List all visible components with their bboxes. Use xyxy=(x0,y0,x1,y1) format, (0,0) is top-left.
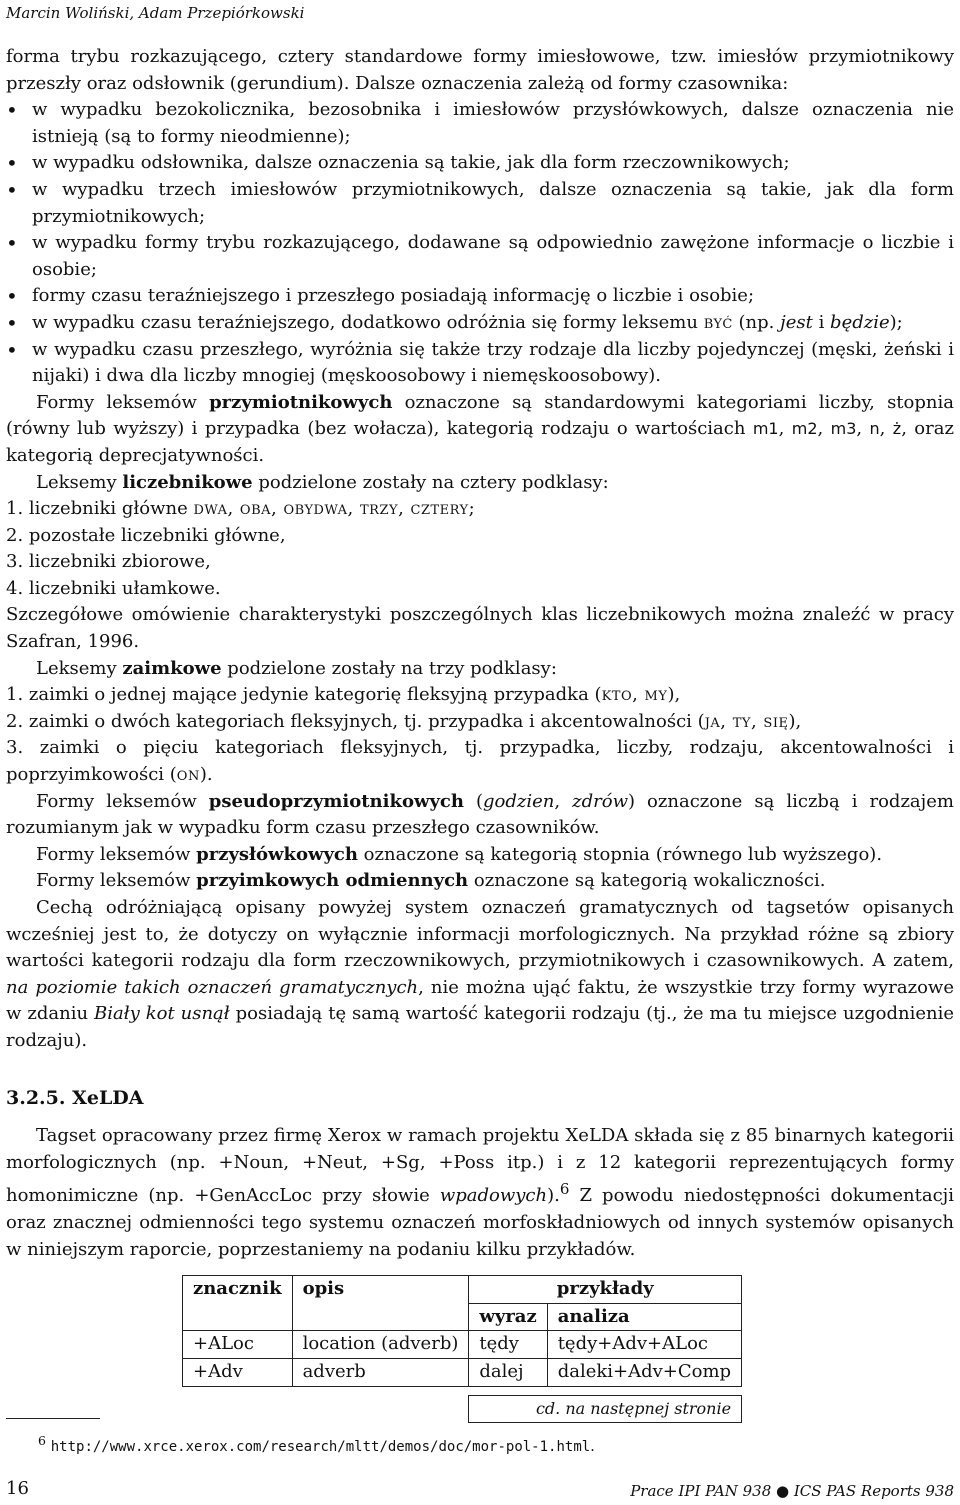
page-number: 16 xyxy=(6,1478,29,1499)
running-header: Marcin Woliński, Adam Przepiórkowski xyxy=(6,4,305,22)
footnote-rule xyxy=(6,1418,100,1419)
section-heading: 3.2.5. XeLDA xyxy=(6,1086,144,1109)
zaimkowe-paragraph: Leksemy zaimkowe podzielone zostały na trzy podklasy: xyxy=(36,657,557,679)
xelda-paragraph: Tagset opracowany przez firmę Xerox w ramach projektu XeLDA składa się z 85 binarnych kategorii morfologicznych (np. +Noun, +Neut, +Sg, +Poss itp.) i z 12 kategorii reprezentujących formy homonimiczne (np. +GenAccLoc przy słowie wpadowych).$^6$ Z powodu niedostępności dokumentacji oraz znacznej odmienności tego systemu oznaczeń morfoskładniowych od innych systemów opisanych w niniejszym raporcie, poprzestaniemy na podaniu kilku przykładów. xyxy=(6,1125,954,1260)
pseudoprzymiotnikowe-paragraph: Formy leksemów pseudoprzymiotnikowych (godzien, zdrów) oznaczone są liczbą i rodzajem rozumianym jak w wypadku form czasu przeszłego czasowników. xyxy=(6,790,954,839)
page-body xyxy=(6,44,954,1423)
table-header: przykłady xyxy=(469,1276,742,1304)
footnote-link[interactable]: http://www.xrce.xerox.com/research/mltt/demos/doc/mor-pol-1.html xyxy=(50,1439,591,1455)
list-item: • w wypadku formy trybu rozkazującego, dodawane są odpowiednio zawężone informacje o liczbie i osobie; xyxy=(6,230,954,283)
enum-item: 1. liczebniki główne dwa, oba, obydwa, trzy, cztery; xyxy=(6,498,475,520)
liczebnikowe-detail: Szczegółowe omówienie charakterystyki poszczególnych klas liczebnikowych można znaleźć w pracy Szafran, 1996. xyxy=(6,604,954,653)
lexeme-name: być xyxy=(703,311,733,333)
liczebnikowe-paragraph: Leksemy liczebnikowe podzielone zostały na cztery podklasy: xyxy=(36,471,609,493)
cecha-paragraph: Cechą odróżniającą opisany powyżej system oznaczeń gramatycznych od tagsetów opisanych wcześniej jest to, że dotyczy on wyłącznie informacji morfologicznych. Na przykład różne są zbiory wartości kategorii rodzaju dla form rzeczownikowych, przymiotnikowych i czasownikowych. A zatem, na poziomie takich oznaczeń gramatycznych, nie można ująć faktu, że wszystkie trzy formy wyrazowe w zdaniu Biały kot usnął posiadają tę samą wartość kategorii rodzaju (tj., że ma tu miejsce uzgodnienie rodzaju). xyxy=(6,897,954,1051)
przymiotnikowe-paragraph: Formy leksemów przymiotnikowych oznaczone są standardowymi kategoriami liczby, stopnia (równy lub wyższy) i przypadka (bez wołacza), kategorią rodzaju o wartościach m1, m2, m3, n, ż, oraz kategorią deprecjatywności. xyxy=(6,391,954,466)
list-item: • w wypadku bezokolicznika, bezosobnika i imiesłowów przysłówkowych, dalsze oznaczenia nie istnieją (są to formy nieodmienne); xyxy=(6,97,954,150)
list-item: • w wypadku czasu przeszłego, wyróżnia się także trzy rodzaje dla liczby pojedynczej (męski, żeński i nijaki) i dwa dla liczby mnogiej (męskoosobowy i niemęskoosobowy). xyxy=(6,337,954,390)
list-item: • w wypadku trzech imiesłowów przymiotnikowych, dalsze oznaczenia są takie, jak dla form przymiotnikowych; xyxy=(6,177,954,230)
xelda-table xyxy=(182,1275,742,1423)
enum-item: 2. pozostałe liczebniki główne, xyxy=(6,524,286,546)
list-item: • formy czasu teraźniejszego i przeszłego posiadają informację o liczbie i osobie; xyxy=(6,283,954,310)
term: pseudoprzymiotnikowych xyxy=(208,790,464,812)
enum-item: 3. zaimki o pięciu kategoriach fleksyjnych, tj. przypadka, liczby, rodzaju, akcentowalności i poprzyimkowości (on). xyxy=(6,737,954,786)
table-header: wyraz xyxy=(469,1303,547,1331)
intro-paragraph: forma trybu rozkazującego, cztery standardowe formy imiesłowowe, tzw. imiesłów przymiotnikowy przeszły oraz odsłownik (gerundium). Dalsze oznaczenia zależą od formy czasownika: xyxy=(6,46,954,94)
enum-item: 2. zaimki o dwóch kategoriach fleksyjnych, tj. przypadka i akcentowalności (ja, ty, się), xyxy=(6,710,802,732)
table-row: +ALoc location (adverb) tędy tędy+Adv+ALoc xyxy=(183,1331,742,1359)
table-header: analiza xyxy=(547,1303,741,1331)
footnote: $^6$ http://www.xrce.xerox.com/research/mltt/demos/doc/mor-pol-1.html. xyxy=(38,1433,595,1455)
table-header: opis xyxy=(292,1276,469,1304)
table-header: znacznik xyxy=(183,1276,293,1304)
enum-item: 1. zaimki o jednej mające jedynie kategorię fleksyjną przypadka (kto, my), xyxy=(6,684,681,706)
footnote-marker: 6 xyxy=(559,1180,570,1199)
term: liczebnikowe xyxy=(122,471,253,493)
term: przysłówkowych xyxy=(196,843,358,865)
running-footer: Prace IPI PAN 938 ● ICS PAS Reports 938 xyxy=(630,1482,954,1500)
term: przyimkowych odmiennych xyxy=(196,870,469,892)
enum-item: 3. liczebniki zbiorowe, xyxy=(6,551,211,573)
term: przymiotnikowych xyxy=(209,391,393,413)
term: zaimkowe xyxy=(122,657,222,679)
list-item: • w wypadku odsłownika, dalsze oznaczenia są takie, jak dla form rzeczownikowych; xyxy=(6,150,954,177)
enum-item: 4. liczebniki ułamkowe. xyxy=(6,577,221,599)
table-continued-note: cd. na następnej stronie xyxy=(469,1395,742,1423)
przyslowkowe-paragraph: Formy leksemów przysłówkowych oznaczone są kategorią stopnia (równego lub wyższego). xyxy=(36,843,883,865)
table-row: +Adv adverb dalej daleki+Adv+Comp xyxy=(183,1358,742,1386)
przyimkowe-paragraph: Formy leksemów przyimkowych odmiennych oznaczone są kategorią wokaliczności. xyxy=(36,870,826,892)
list-item: • w wypadku czasu teraźniejszego, dodatkowo odróżnia się formy leksemu być (np. jest i będzie); xyxy=(6,310,954,337)
